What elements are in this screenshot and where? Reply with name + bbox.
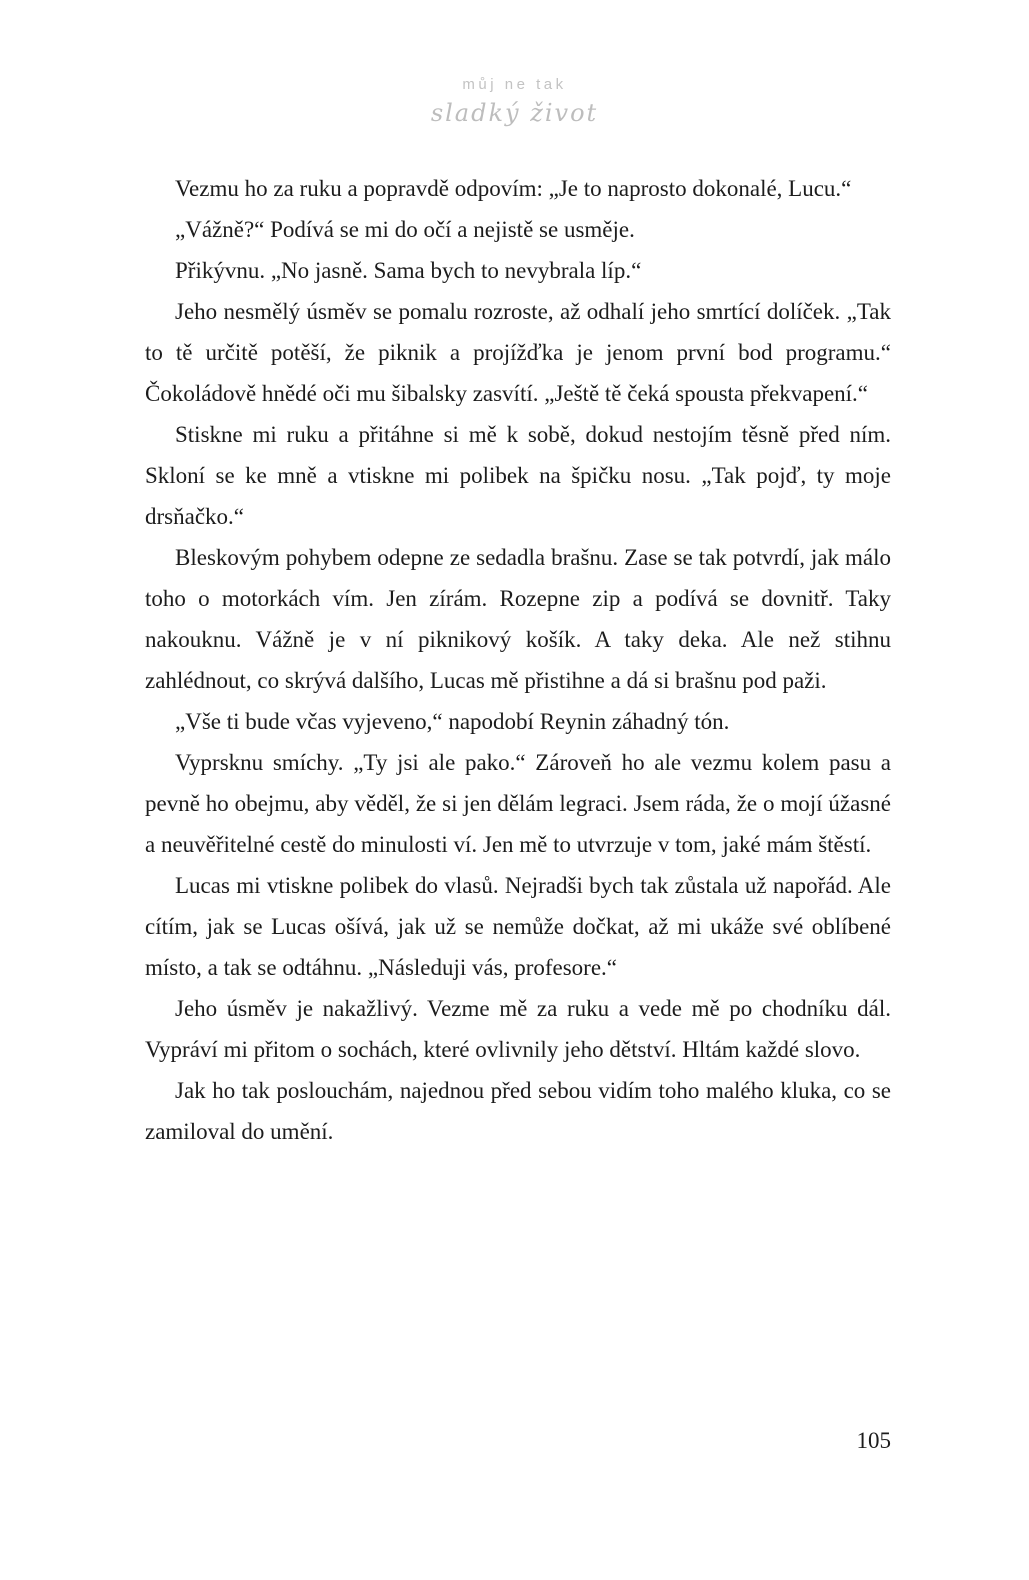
paragraph: Lucas mi vtiskne polibek do vlasů. Nejradši bych tak zůstala už napořád. Ale cítím, jak se Lucas ošívá, jak už se nemůže dočkat, až mi ukáže své oblíbené místo, a tak se odtáhnu. „Následuji vás, profesore.“: [145, 873, 891, 980]
running-header-line1: můj ne tak: [462, 76, 567, 93]
paragraph: Jak ho tak poslouchám, najednou před sebou vidím toho malého kluka, co se zamiloval do umění.: [145, 1078, 891, 1144]
running-header: [0, 76, 1029, 127]
paragraph: Přikývnu. „No jasně. Sama bych to nevybrala líp.“: [175, 258, 642, 283]
paragraph: „Vážně?“ Podívá se mi do očí a nejistě se usměje.: [175, 217, 635, 242]
paragraph: Vyprsknu smíchy. „Ty jsi ale pako.“ Zároveň ho ale vezmu kolem pasu a pevně ho obejmu, aby věděl, že si jen dělám legraci. Jsem ráda, že o mojí úžasné a neuvěřitelné cestě do minulosti ví. Jen mě to utvrzuje v tom, jaké mám štěstí.: [145, 750, 891, 857]
paragraph: Jeho úsměv je nakažlivý. Vezme mě za ruku a vede mě po chodníku dál. Vypráví mi přitom o sochách, které ovlivnily jeho dětství. Hltám každé slovo.: [145, 996, 891, 1062]
paragraph: Vezmu ho za ruku a popravdě odpovím: „Je to naprosto dokonalé, Lucu.“: [175, 176, 852, 201]
paragraph: „Vše ti bude včas vyjeveno,“ napodobí Reynin záhadný tón.: [175, 709, 730, 734]
page-number: 105: [856, 1428, 891, 1453]
body-text: [145, 168, 891, 1152]
paragraph: Bleskovým pohybem odepne ze sedadla brašnu. Zase se tak potvrdí, jak málo toho o motorkách vím. Jen zírám. Rozepne zip a podívá se dovnitř. Taky nakouknu. Vážně je v ní piknikový košík. A taky deka. Ale než stihnu zahlédnout, co skrývá dalšího, Lucas mě přistihne a dá si brašnu pod paži.: [145, 545, 891, 693]
paragraph: Jeho nesmělý úsměv se pomalu rozroste, až odhalí jeho smrtící dolíček. „Tak to tě určitě potěší, že piknik a projížďka je jenom první bod programu.“ Čokoládově hnědé oči mu šibalsky zasvítí. „Ještě tě čeká spousta překvapení.“: [145, 299, 891, 406]
paragraph: Stiskne mi ruku a přitáhne si mě k sobě, dokud nestojím těsně před ním. Skloní se ke mně a vtiskne mi polibek na špičku nosu. „Tak pojď, ty moje drsňačko.“: [145, 422, 891, 529]
running-header-line2: sladký život: [430, 99, 599, 127]
